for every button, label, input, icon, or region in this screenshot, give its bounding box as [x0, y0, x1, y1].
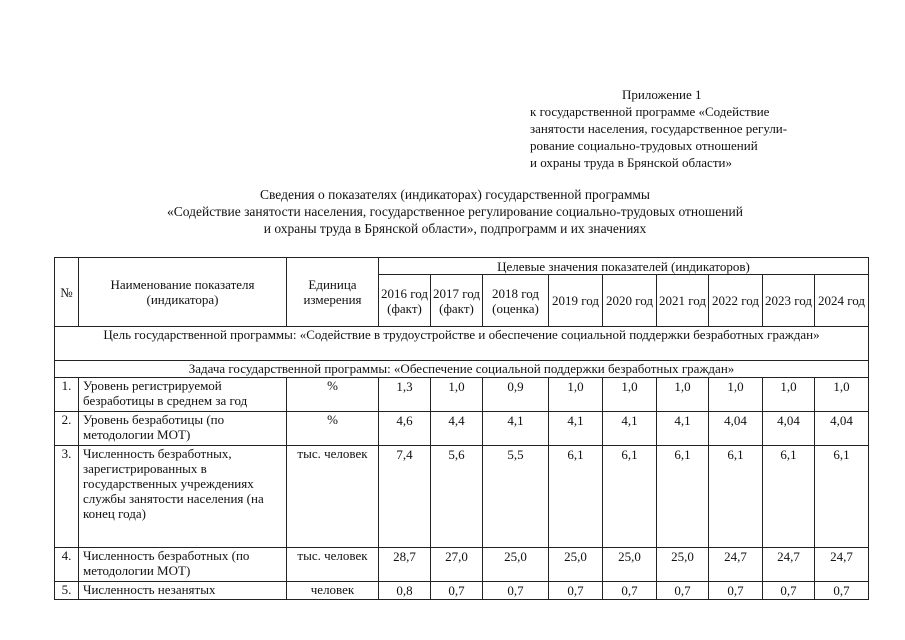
row-number: 4. — [55, 548, 79, 582]
value-cell: 0,7 — [815, 582, 869, 600]
value-cell: 0,9 — [483, 378, 549, 412]
value-cell: 1,0 — [603, 378, 657, 412]
heading-line: «Содействие занятости населения, государственное регулирование социально-трудовых отношений — [167, 204, 743, 219]
row-number: 3. — [55, 446, 79, 548]
value-cell: 7,4 — [379, 446, 431, 548]
value-cell: 4,6 — [379, 412, 431, 446]
indicator-unit: % — [287, 412, 379, 446]
header-unit: Единица измерения — [287, 258, 379, 327]
value-cell: 1,0 — [657, 378, 709, 412]
indicator-name: Численность незанятых — [79, 582, 287, 600]
value-cell: 25,0 — [549, 548, 603, 582]
heading-line: Сведения о показателях (индикаторах) государственной программы — [259, 187, 650, 202]
value-cell: 24,7 — [815, 548, 869, 582]
table-row — [55, 548, 869, 582]
value-cell: 5,6 — [431, 446, 483, 548]
indicator-name: Уровень регистрируемой безработицы в среднем за год — [79, 378, 287, 412]
header-num: № — [55, 258, 79, 327]
header-year: 2023 год — [763, 275, 815, 327]
value-cell: 4,04 — [763, 412, 815, 446]
indicator-unit: человек — [287, 582, 379, 600]
indicator-name: Уровень безработицы (по методологии МОТ) — [79, 412, 287, 446]
heading-line: и охраны труда в Брянской области», подпрограмм и их значениях — [263, 221, 647, 236]
value-cell: 25,0 — [483, 548, 549, 582]
value-cell: 0,7 — [431, 582, 483, 600]
value-cell: 1,0 — [549, 378, 603, 412]
value-cell: 6,1 — [763, 446, 815, 548]
value-cell: 4,4 — [431, 412, 483, 446]
value-cell: 0,7 — [709, 582, 763, 600]
value-cell: 4,04 — [815, 412, 869, 446]
indicator-unit: тыс. человек — [287, 446, 379, 548]
value-cell: 4,1 — [603, 412, 657, 446]
table-row — [55, 582, 869, 600]
value-cell: 6,1 — [657, 446, 709, 548]
header-year: 2018 год (оценка) — [483, 275, 549, 327]
program-task: Задача государственной программы: «Обеспечение социальной поддержки безработных граждан» — [55, 361, 869, 378]
value-cell: 0,7 — [603, 582, 657, 600]
table-row — [55, 446, 869, 548]
row-number: 2. — [55, 412, 79, 446]
row-number: 1. — [55, 378, 79, 412]
indicator-unit: тыс. человек — [287, 548, 379, 582]
table-row — [55, 378, 869, 412]
value-cell: 1,0 — [815, 378, 869, 412]
value-cell: 1,3 — [379, 378, 431, 412]
table-row — [55, 412, 869, 446]
program-goal: Цель государственной программы: «Содействие в трудоустройстве и обеспечение социальной поддержки безработных граждан» — [55, 327, 869, 361]
header-year: 2024 год — [815, 275, 869, 327]
header-year: 2022 год — [709, 275, 763, 327]
row-number: 5. — [55, 582, 79, 600]
value-cell: 27,0 — [431, 548, 483, 582]
value-cell: 25,0 — [657, 548, 709, 582]
indicators-table — [54, 257, 869, 600]
annex-line: рование социально-трудовых отношений — [530, 138, 758, 153]
annex-line: занятости населения, государственное регули- — [530, 121, 788, 136]
value-cell: 4,1 — [549, 412, 603, 446]
value-cell: 4,1 — [483, 412, 549, 446]
value-cell: 0,7 — [549, 582, 603, 600]
header-year: 2020 год — [603, 275, 657, 327]
header-name: Наименование показателя (индикатора) — [79, 258, 287, 327]
document-heading — [60, 186, 850, 237]
value-cell: 6,1 — [709, 446, 763, 548]
indicator-unit: % — [287, 378, 379, 412]
value-cell: 5,5 — [483, 446, 549, 548]
annex-title: Приложение 1 — [622, 87, 702, 102]
value-cell: 28,7 — [379, 548, 431, 582]
header-year: 2017 год (факт) — [431, 275, 483, 327]
value-cell: 0,7 — [483, 582, 549, 600]
value-cell: 0,7 — [763, 582, 815, 600]
header-year: 2019 год — [549, 275, 603, 327]
indicator-name: Численность безработных (по методологии МОТ) — [79, 548, 287, 582]
header-year: 2016 год (факт) — [379, 275, 431, 327]
value-cell: 6,1 — [815, 446, 869, 548]
value-cell: 0,7 — [657, 582, 709, 600]
value-cell: 0,8 — [379, 582, 431, 600]
value-cell: 6,1 — [549, 446, 603, 548]
value-cell: 6,1 — [603, 446, 657, 548]
value-cell: 24,7 — [763, 548, 815, 582]
annex-block — [530, 86, 860, 171]
value-cell: 1,0 — [431, 378, 483, 412]
header-year: 2021 год — [657, 275, 709, 327]
annex-line: и охраны труда в Брянской области» — [530, 155, 732, 170]
indicator-name: Численность безработных, зарегистрированных в государственных учреждениях службы занятости населения (на конец года) — [79, 446, 287, 548]
annex-line: к государственной программе «Содействие — [530, 104, 770, 119]
value-cell: 4,1 — [657, 412, 709, 446]
value-cell: 4,04 — [709, 412, 763, 446]
value-cell: 25,0 — [603, 548, 657, 582]
value-cell: 1,0 — [763, 378, 815, 412]
header-targets: Целевые значения показателей (индикаторов) — [379, 258, 869, 275]
value-cell: 1,0 — [709, 378, 763, 412]
value-cell: 24,7 — [709, 548, 763, 582]
